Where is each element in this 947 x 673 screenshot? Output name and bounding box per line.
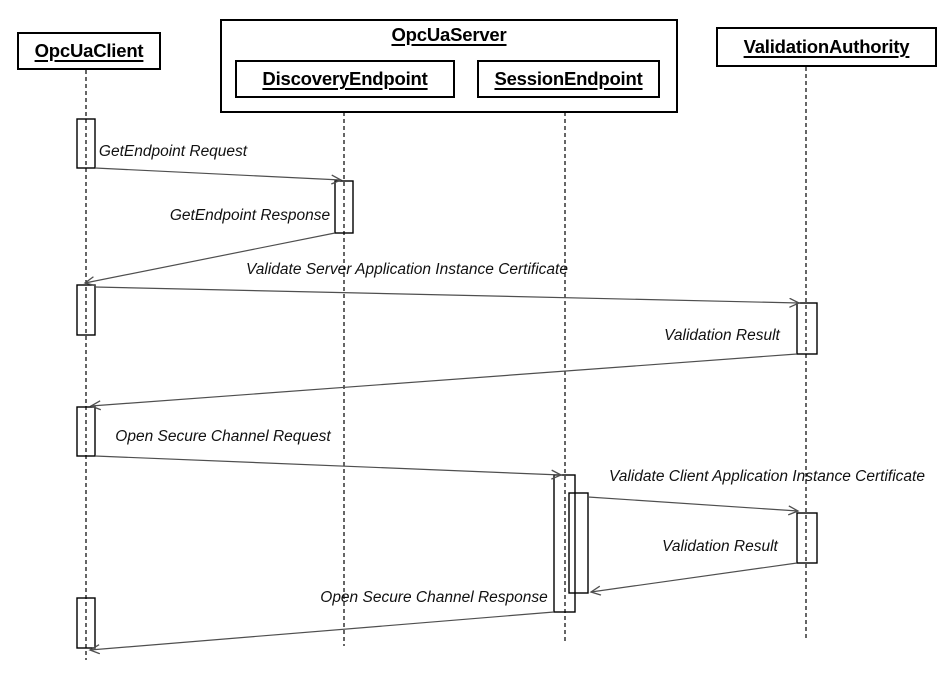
message-label-open-channel-response: Open Secure Channel Response [320,589,548,606]
message-arrow-7 [90,612,554,650]
actor-session-endpoint-label: SessionEndpoint [494,68,643,89]
message-label-validate-server-cert: Validate Server Application Instance Certificate [246,261,568,278]
message-arrow-5 [588,497,798,511]
message-label-validate-client-cert: Validate Client Application Instance Certificate [609,468,925,485]
message-label-getendpoint-response: GetEndpoint Response [169,207,331,224]
actor-discovery-endpoint [235,60,455,98]
actor-session-endpoint [477,60,660,98]
activation-bar-validation-authority-7 [797,513,817,563]
actor-validation-authority-label: ValidationAuthority [743,36,910,57]
actor-opcua-server-label: OpcUaServer [391,24,507,45]
message-arrow-3 [91,354,797,406]
message-label-getendpoint-request: GetEndpoint Request [98,143,248,160]
actor-opcua-client [17,32,161,70]
message-label-validation-result-2: Validation Result [662,538,778,555]
message-arrow-6 [591,563,797,592]
message-arrow-4 [95,456,561,475]
message-arrow-0 [95,168,341,180]
message-arrow-2 [95,287,799,303]
message-label-validation-result-1: Validation Result [664,327,780,344]
activation-bar-validation-authority-3 [797,303,817,354]
activation-bar-session-endpoint-6 [569,493,588,593]
message-label-open-channel-request: Open Secure Channel Request [115,428,331,445]
actor-validation-authority [716,27,937,67]
actor-opcua-client-label: OpcUaClient [34,40,144,61]
actor-discovery-endpoint-label: DiscoveryEndpoint [262,68,428,89]
